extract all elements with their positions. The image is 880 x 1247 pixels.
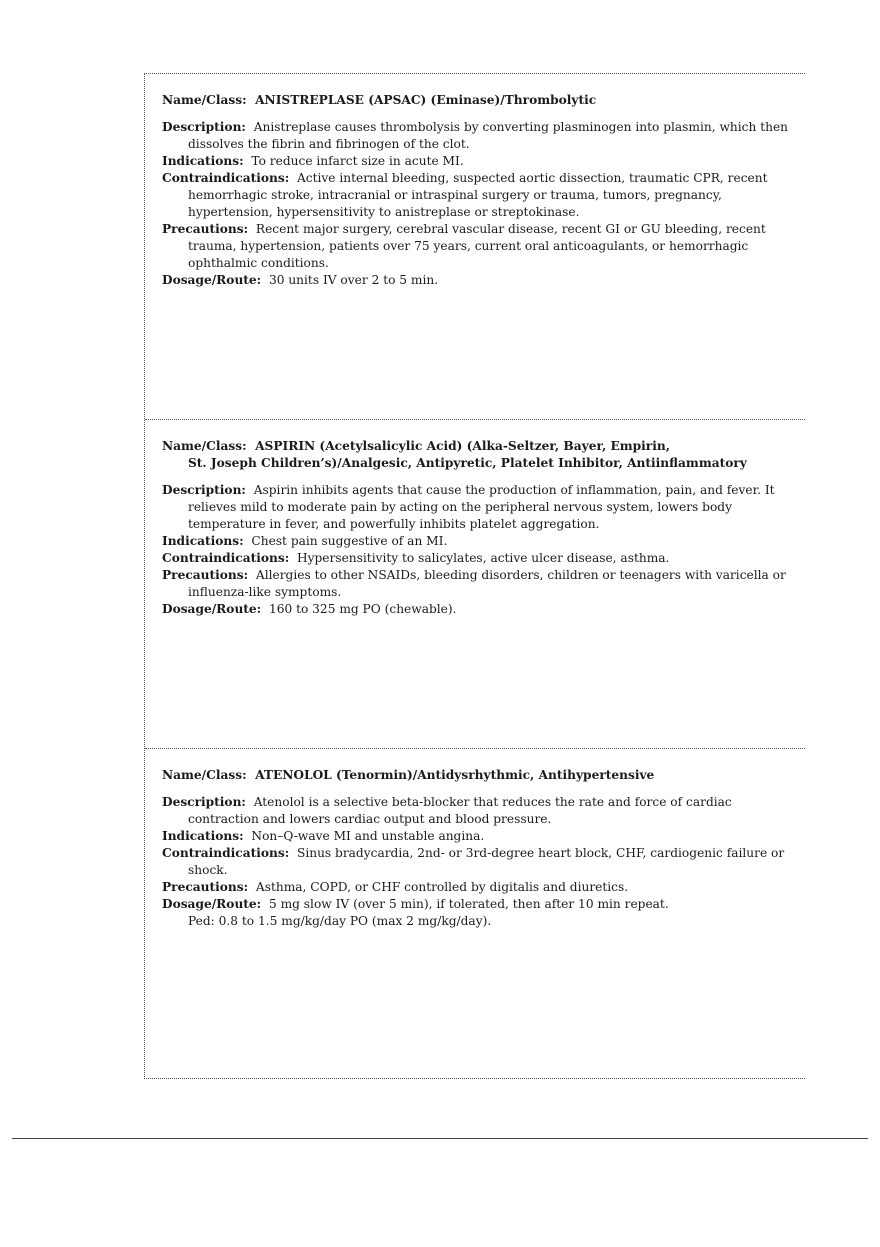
dosage-route-field <box>162 896 802 913</box>
dosage-route-field <box>162 272 802 289</box>
drug-name-class: ASPIRIN (Acetylsalicylic Acid) (Alka-Seltzer, Bayer, Empirin, <box>255 439 670 453</box>
description-field <box>162 794 802 828</box>
field-text: Non–Q-wave MI and unstable angina. <box>251 829 485 843</box>
field-label: Contraindications: <box>162 846 290 860</box>
precautions-field <box>162 879 802 896</box>
card-title <box>162 438 802 472</box>
card-title <box>162 92 802 109</box>
field-label: Dosage/Route: <box>162 273 262 287</box>
field-label: Indications: <box>162 154 244 168</box>
name-class-label: Name/Class: <box>162 439 247 453</box>
field-label: Precautions: <box>162 222 249 236</box>
field-label: Dosage/Route: <box>162 602 262 616</box>
field-text: Chest pain suggestive of an MI. <box>251 534 448 548</box>
field-label: Precautions: <box>162 880 249 894</box>
field-text: Aspirin inhibits agents that cause the production of inflammation, pain, and fever. It relieves mild to moderate pain by acting on the peripheral nervous system, lowers body temperature in fever, and powerfully inhibits platelet aggregation. <box>188 483 775 531</box>
field-text: Atenolol is a selective beta-blocker that reduces the rate and force of cardiac contraction and lowers cardiac output and blood pressure. <box>188 795 732 826</box>
precautions-field <box>162 221 802 272</box>
field-label: Precautions: <box>162 568 249 582</box>
field-label: Description: <box>162 120 246 134</box>
field-label: Indications: <box>162 534 244 548</box>
dosage-pediatric: Ped: 0.8 to 1.5 mg/kg/day PO (max 2 mg/kg/day). <box>188 914 492 928</box>
field-text: Allergies to other NSAIDs, bleeding disorders, children or teenagers with varicella or influenza-like symptoms. <box>188 568 786 599</box>
dosage-route-field <box>162 601 802 618</box>
indications-field <box>162 828 802 845</box>
card-title <box>162 767 802 784</box>
field-text: Asthma, COPD, or CHF controlled by digitalis and diuretics. <box>255 880 629 894</box>
drug-name-class: ATENOLOL (Tenormin)/Antidysrhythmic, Antihypertensive <box>255 768 655 782</box>
field-text: 160 to 325 mg PO (chewable). <box>268 602 457 616</box>
field-label: Indications: <box>162 829 244 843</box>
description-field <box>162 119 802 153</box>
name-class-label: Name/Class: <box>162 93 247 107</box>
field-text: Recent major surgery, cerebral vascular disease, recent GI or GU bleeding, recent trauma, hypertension, patients over 75 years, current oral anticoagulants, or hemorrhagic ophthalmic conditions. <box>188 222 766 270</box>
field-text: Sinus bradycardia, 2nd- or 3rd-degree heart block, CHF, cardiogenic failure or shock. <box>188 846 785 877</box>
indications-field <box>162 153 802 170</box>
field-label: Dosage/Route: <box>162 897 262 911</box>
page-bottom-rule <box>12 1138 868 1139</box>
field-text: To reduce infarct size in acute MI. <box>251 154 464 168</box>
field-label: Description: <box>162 795 246 809</box>
field-text: Anistreplase causes thrombolysis by converting plasminogen into plasmin, which then dissolves the fibrin and fibrinogen of the clot. <box>188 120 789 151</box>
contraindications-field <box>162 845 802 879</box>
field-text: 30 units IV over 2 to 5 min. <box>268 273 439 287</box>
contraindications-field <box>162 170 802 221</box>
field-text: Active internal bleeding, suspected aortic dissection, traumatic CPR, recent hemorrhagic stroke, intracranial or intraspinal surgery or trauma, tumors, pregnancy, hypertension, hypersensitivity to anistreplase or streptokinase. <box>188 171 768 219</box>
field-text: Hypersensitivity to salicylates, active ulcer disease, asthma. <box>296 551 670 565</box>
drug-cards-area <box>144 73 805 1079</box>
indications-field <box>162 533 802 550</box>
drug-card-anistreplase <box>145 74 805 419</box>
drug-name-class-continued: St. Joseph Children’s)/Analgesic, Antipyretic, Platelet Inhibitor, Antiinflammatory <box>188 456 747 470</box>
field-label: Contraindications: <box>162 171 290 185</box>
drug-card-aspirin <box>145 419 805 749</box>
field-text: 5 mg slow IV (over 5 min), if tolerated, then after 10 min repeat. <box>268 897 669 911</box>
name-class-label: Name/Class: <box>162 768 247 782</box>
contraindications-field <box>162 550 802 567</box>
drug-card-atenolol <box>145 748 805 1079</box>
drug-name-class: ANISTREPLASE (APSAC) (Eminase)/Thrombolytic <box>255 93 597 107</box>
description-field <box>162 482 802 533</box>
field-label: Description: <box>162 483 246 497</box>
precautions-field <box>162 567 802 601</box>
field-label: Contraindications: <box>162 551 290 565</box>
